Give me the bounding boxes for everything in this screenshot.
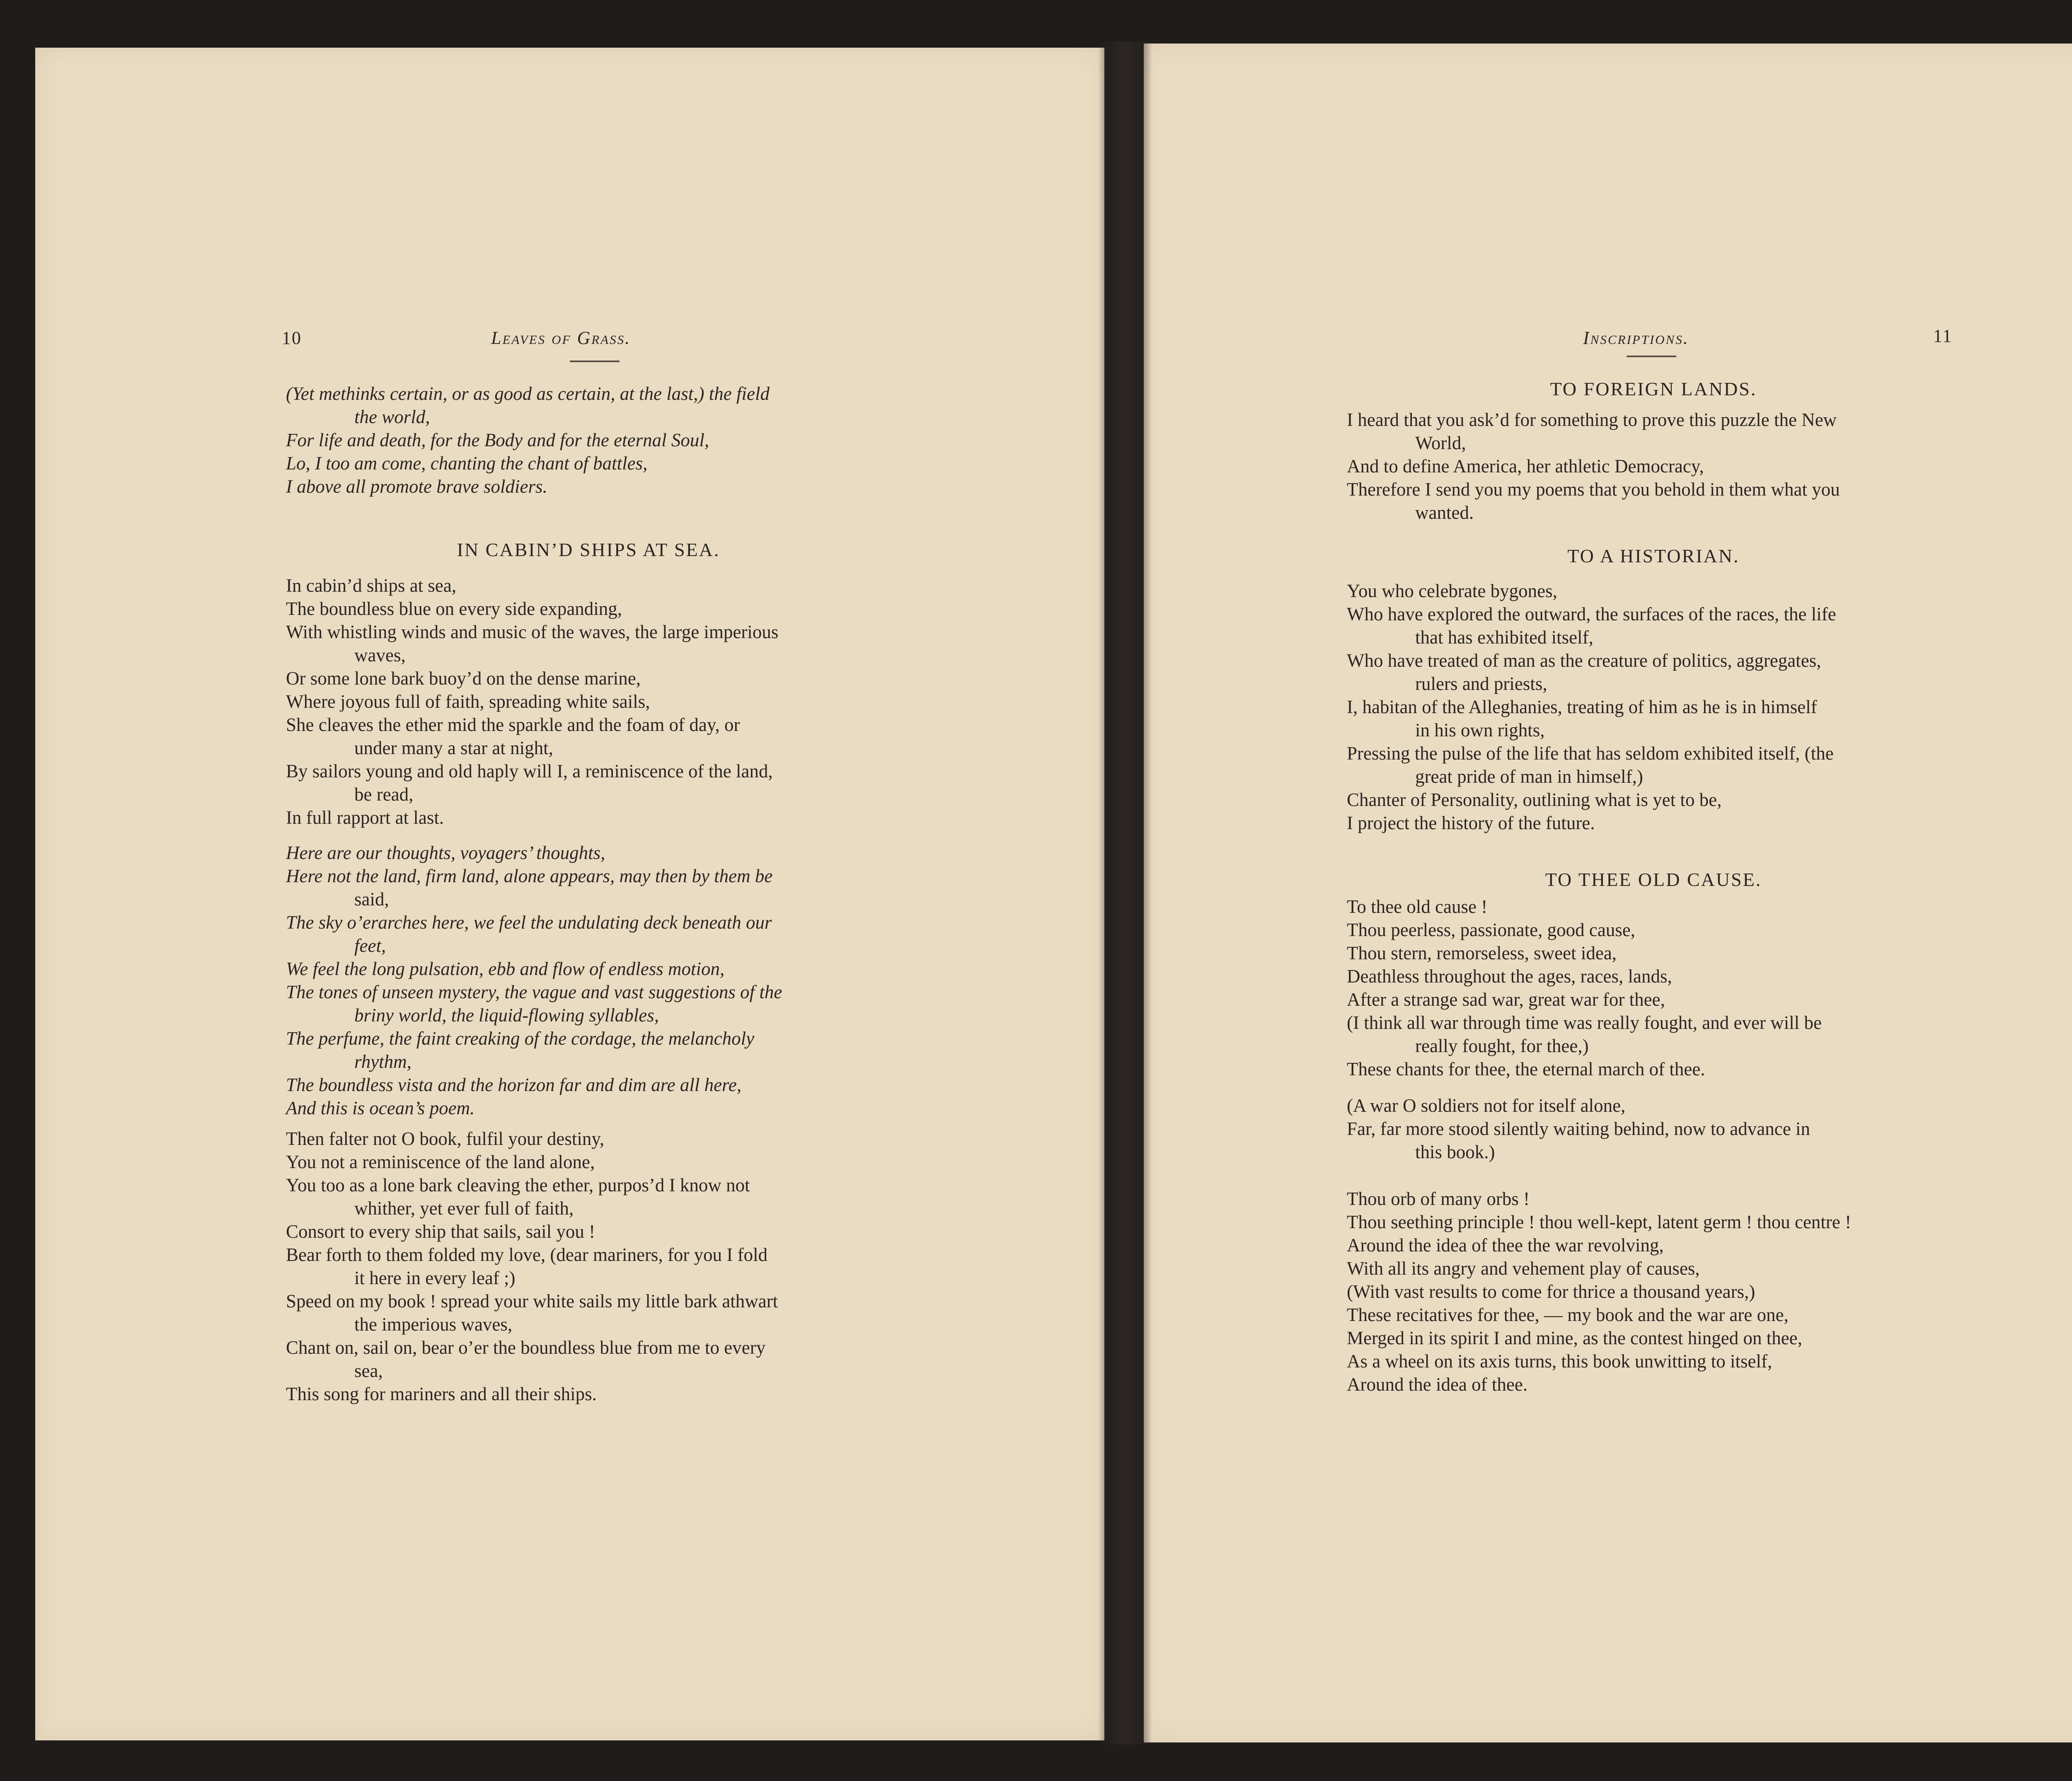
verse-line: Speed on my book ! spread your white sails my little bark athwart [286,1291,778,1312]
header-rule-right [1627,356,1676,357]
verse-line: (I think all war through time was really fought, and ever will be [1347,1012,1822,1033]
verse-line: under many a star at night, [354,738,553,758]
poem-old-cause-stanza-2 [1347,1094,1810,1164]
verse-line: this book.) [1415,1142,1495,1162]
verse-line: the world, [354,407,430,427]
poem-title-historian: TO A HISTORIAN. [1567,545,1740,566]
verse-line: This song for mariners and all their ships. [286,1384,597,1404]
verse-line: (Yet methinks certain, or as good as certain, at the last,) the field [286,383,770,404]
poem-title-old-cause: TO THEE OLD CAUSE. [1545,869,1762,890]
verse-line: With all its angry and vehement play of causes, [1347,1258,1700,1279]
verse-line: Then falter not O book, fulfil your destiny, [286,1128,605,1149]
verse-line: Consort to every ship that sails, sail you ! [286,1221,595,1242]
verse-line: said, [354,889,389,910]
header-rule-left [570,361,620,362]
verse-line: To thee old cause ! [1347,896,1488,917]
verse-line: The sky o’erarches here, we feel the undulating deck beneath our [286,912,772,933]
verse-line: Chant on, sail on, bear o’er the boundless blue from me to every [286,1337,766,1358]
page-number-right: 11 [1933,326,1953,346]
verse-line: (A war O soldiers not for itself alone, [1347,1095,1626,1116]
verse-line: be read, [354,784,414,805]
verse-line: sea, [354,1360,383,1381]
verse-line: The perfume, the faint creaking of the cordage, the melancholy [286,1028,755,1049]
poem-title-cabind-ships: IN CABIN’D SHIPS AT SEA. [457,539,720,560]
verse-line: I, habitan of the Alleghanies, treating of him as he is in himself [1347,697,1817,717]
verse-line: Therefore I send you my poems that you behold in them what you [1347,479,1840,500]
running-title-left: Leaves of Grass. [491,328,631,348]
verse-line: the imperious waves, [354,1314,513,1335]
verse-line: feet, [354,935,386,956]
verse-line: These chants for thee, the eternal march of thee. [1347,1059,1705,1079]
verse-line: wanted. [1415,502,1474,523]
verse-line: World, [1415,433,1466,453]
verse-line: really fought, for thee,) [1415,1036,1589,1056]
verse-line: I heard that you ask’d for something to prove this puzzle the New [1347,409,1837,430]
stanza-cabind-ships-2 [286,841,782,1120]
verse-line: Thou peerless, passionate, good cause, [1347,920,1636,940]
verse-line: And this is ocean’s poem. [286,1098,475,1118]
verse-line: Thou seething principle ! thou well-kept, latent germ ! thou centre ! [1347,1212,1852,1232]
stanza-cabind-ships-3 [286,1127,778,1406]
verse-line: that has exhibited itself, [1415,627,1593,648]
verse-line: Thou stern, remorseless, sweet idea, [1347,943,1617,963]
verse-line: As a wheel on its axis turns, this book unwitting to itself, [1347,1351,1772,1372]
verse-line: Who have treated of man as the creature of politics, aggregates, [1347,650,1821,671]
poem-old-cause-stanza-3 [1347,1187,1851,1396]
verse-line: waves, [354,645,406,665]
verse-line: With whistling winds and music of the waves, the large imperious [286,622,779,642]
verse-line: Thou orb of many orbs ! [1347,1188,1530,1209]
verse-line: For life and death, for the Body and for the eternal Soul, [286,430,709,450]
verse-line: The boundless blue on every side expanding, [286,598,622,619]
poem-title-foreign-lands: TO FOREIGN LANDS. [1550,378,1757,399]
poem-historian [1347,579,1836,835]
verse-line: And to define America, her athletic Democracy, [1347,456,1704,477]
verse-line: whither, yet ever full of faith, [354,1198,574,1219]
verse-line: Around the idea of thee the war revolving, [1347,1235,1664,1256]
verse-line: We feel the long pulsation, ebb and flow of endless motion, [286,958,725,979]
verse-line: The boundless vista and the horizon far and dim are all here, [286,1074,742,1095]
page-number-left: 10 [282,328,302,348]
verse-line: By sailors young and old haply will I, a reminiscence of the land, [286,761,773,782]
verse-line: Bear forth to them folded my love, (dear mariners, for you I fold [286,1244,768,1265]
verse-line: Or some lone bark buoy’d on the dense marine, [286,668,641,689]
book-gutter [1098,41,1152,1745]
verse-line: Chanter of Personality, outlining what is yet to be, [1347,789,1722,810]
verse-line: Here not the land, firm land, alone appears, may then by them be [286,866,773,886]
opening-lines [286,382,770,498]
verse-line: You too as a lone bark cleaving the ether, purpos’d I know not [286,1175,750,1195]
verse-line: Pressing the pulse of the life that has seldom exhibited itself, (the [1347,743,1834,764]
verse-line: You who celebrate bygones, [1347,581,1557,601]
verse-line: I project the history of the future. [1347,813,1595,833]
poem-foreign-lands [1347,408,1840,524]
verse-line: rhythm, [354,1051,411,1072]
running-title-right: Inscriptions. [1583,328,1689,348]
verse-line: In cabin’d ships at sea, [286,575,457,596]
verse-line: After a strange sad war, great war for thee, [1347,989,1665,1010]
verse-line: Deathless throughout the ages, races, lands, [1347,966,1672,987]
verse-line: briny world, the liquid-flowing syllables, [354,1005,659,1026]
verse-line: You not a reminiscence of the land alone, [286,1152,595,1172]
verse-line: She cleaves the ether mid the sparkle and the foam of day, or [286,714,740,735]
verse-line: in his own rights, [1415,720,1545,740]
verse-line: great pride of man in himself,) [1415,766,1643,787]
verse-line: Merged in its spirit I and mine, as the contest hinged on thee, [1347,1328,1802,1348]
verse-line: Lo, I too am come, chanting the chant of battles, [286,453,648,474]
verse-line: The tones of unseen mystery, the vague and vast suggestions of the [286,982,782,1002]
verse-line: I above all promote brave soldiers. [286,476,547,497]
verse-line: rulers and priests, [1415,673,1547,694]
right-page [1144,44,2072,1742]
verse-line: Where joyous full of faith, spreading white sails, [286,691,650,712]
verse-line: Who have explored the outward, the surfaces of the races, the life [1347,604,1836,624]
verse-line: These recitatives for thee, — my book and the war are one, [1347,1304,1789,1325]
verse-line: Around the idea of thee. [1347,1374,1528,1395]
verse-line: Here are our thoughts, voyagers’ thoughts, [286,842,605,863]
verse-line: it here in every leaf ;) [354,1268,516,1288]
verse-line: In full rapport at last. [286,807,444,828]
stanza-cabind-ships-1 [286,574,778,829]
verse-line: (With vast results to come for thrice a thousand years,) [1347,1281,1755,1302]
verse-line: Far, far more stood silently waiting behind, now to advance in [1347,1118,1810,1139]
poem-old-cause-stanza-1 [1347,895,1822,1081]
